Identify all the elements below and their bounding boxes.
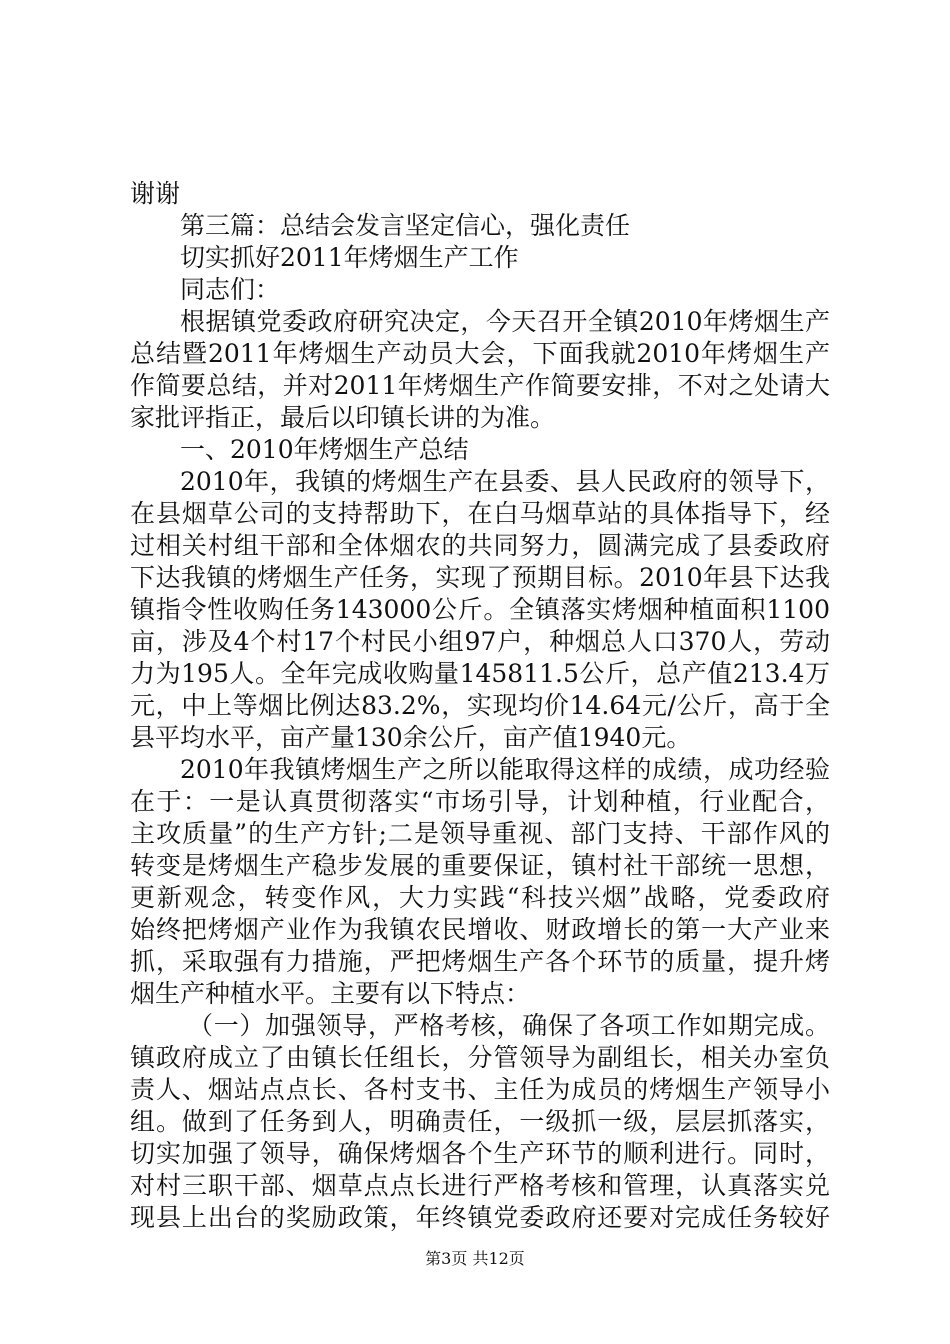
text-line: 对村三职干部、烟草点点长进行严格考核和管理，认真落实兑 — [130, 1171, 830, 1200]
text-line: 抓，采取强有力措施，严把烤烟生产各个环节的质量，提升烤 — [130, 947, 830, 976]
text-line: 切实加强了领导，确保烤烟各个生产环节的顺利进行。同时， — [130, 1139, 830, 1168]
text-line: 责人、烟站点点长、各村支书、主任为成员的烤烟生产领导小 — [130, 1075, 830, 1104]
text-line: 县平均水平，亩产量130余公斤，亩产值1940元。 — [130, 723, 692, 752]
text-line: 烟生产种植水平。主要有以下特点： — [130, 979, 531, 1008]
text-line: 元，中上等烟比例达83.2%，实现均价14.64元/公斤，高于全 — [130, 691, 830, 720]
text-line: 主攻质量”的生产方针;二是领导重视、部门支持、干部作风的 — [130, 819, 830, 848]
subheading-item: （一）加强领导，严格考核，确保了各项工作如期完成。 — [188, 1011, 830, 1040]
text-line: 转变是烤烟生产稳步发展的重要保证，镇村社干部统一思想， — [130, 851, 830, 880]
text-line: 2010年，我镇的烤烟生产在县委、县人民政府的领导下， — [180, 467, 830, 496]
text-line: 现县上出台的奖励政策，年终镇党委政府还要对完成任务较好 — [130, 1203, 830, 1232]
salutation: 同志们： — [180, 275, 281, 304]
text-line: 总结暨2011年烤烟生产动员大会，下面我就2010年烤烟生产 — [130, 339, 830, 368]
text-line: 始终把烤烟产业作为我镇农民增收、财政增长的第一大产业来 — [130, 915, 830, 944]
section-subheading: 切实抓好2011年烤烟生产工作 — [180, 243, 519, 272]
heading-one: 一、2010年烤烟生产总结 — [180, 435, 469, 464]
text-line: 下达我镇的烤烟生产任务，实现了预期目标。2010年县下达我 — [130, 563, 830, 592]
text-line: 更新观念，转变作风，大力实践“科技兴烟”战略，党委政府 — [130, 883, 830, 912]
text-line: 镇政府成立了由镇长任组长，分管领导为副组长，相关办室负 — [130, 1043, 830, 1072]
text-line: 镇指令性收购任务143000公斤。全镇落实烤烟种植面积1100 — [130, 595, 830, 624]
text-line: 2010年我镇烤烟生产之所以能取得这样的成绩，成功经验 — [180, 755, 830, 784]
section-heading: 第三篇：总结会发言坚定信心，强化责任 — [180, 211, 631, 240]
text-line: 根据镇党委政府研究决定，今天召开全镇2010年烤烟生产 — [180, 307, 830, 336]
text-line: 作简要总结，并对2011年烤烟生产作简要安排，不对之处请大 — [130, 371, 830, 400]
text-line: 亩，涉及4个村17个村民小组97户，种烟总人口370人，劳动 — [130, 627, 830, 656]
text-line: 过相关村组干部和全体烟农的共同努力，圆满完成了县委政府 — [130, 531, 830, 560]
text-line: 在县烟草公司的支持帮助下，在白马烟草站的具体指导下，经 — [130, 499, 830, 528]
text-line: 家批评指正，最后以印镇长讲的为准。 — [130, 403, 556, 432]
page-number-footer: 第3页 共12页 — [425, 1249, 525, 1268]
text-line: 谢谢 — [130, 179, 181, 208]
text-line: 组。做到了任务到人，明确责任，一级抓一级，层层抓落实， — [130, 1107, 830, 1136]
text-line: 力为195人。全年完成收购量145811.5公斤，总产值213.4万 — [130, 659, 830, 688]
text-line: 在于：一是认真贯彻落实“市场引导，计划种植，行业配合， — [130, 787, 830, 816]
